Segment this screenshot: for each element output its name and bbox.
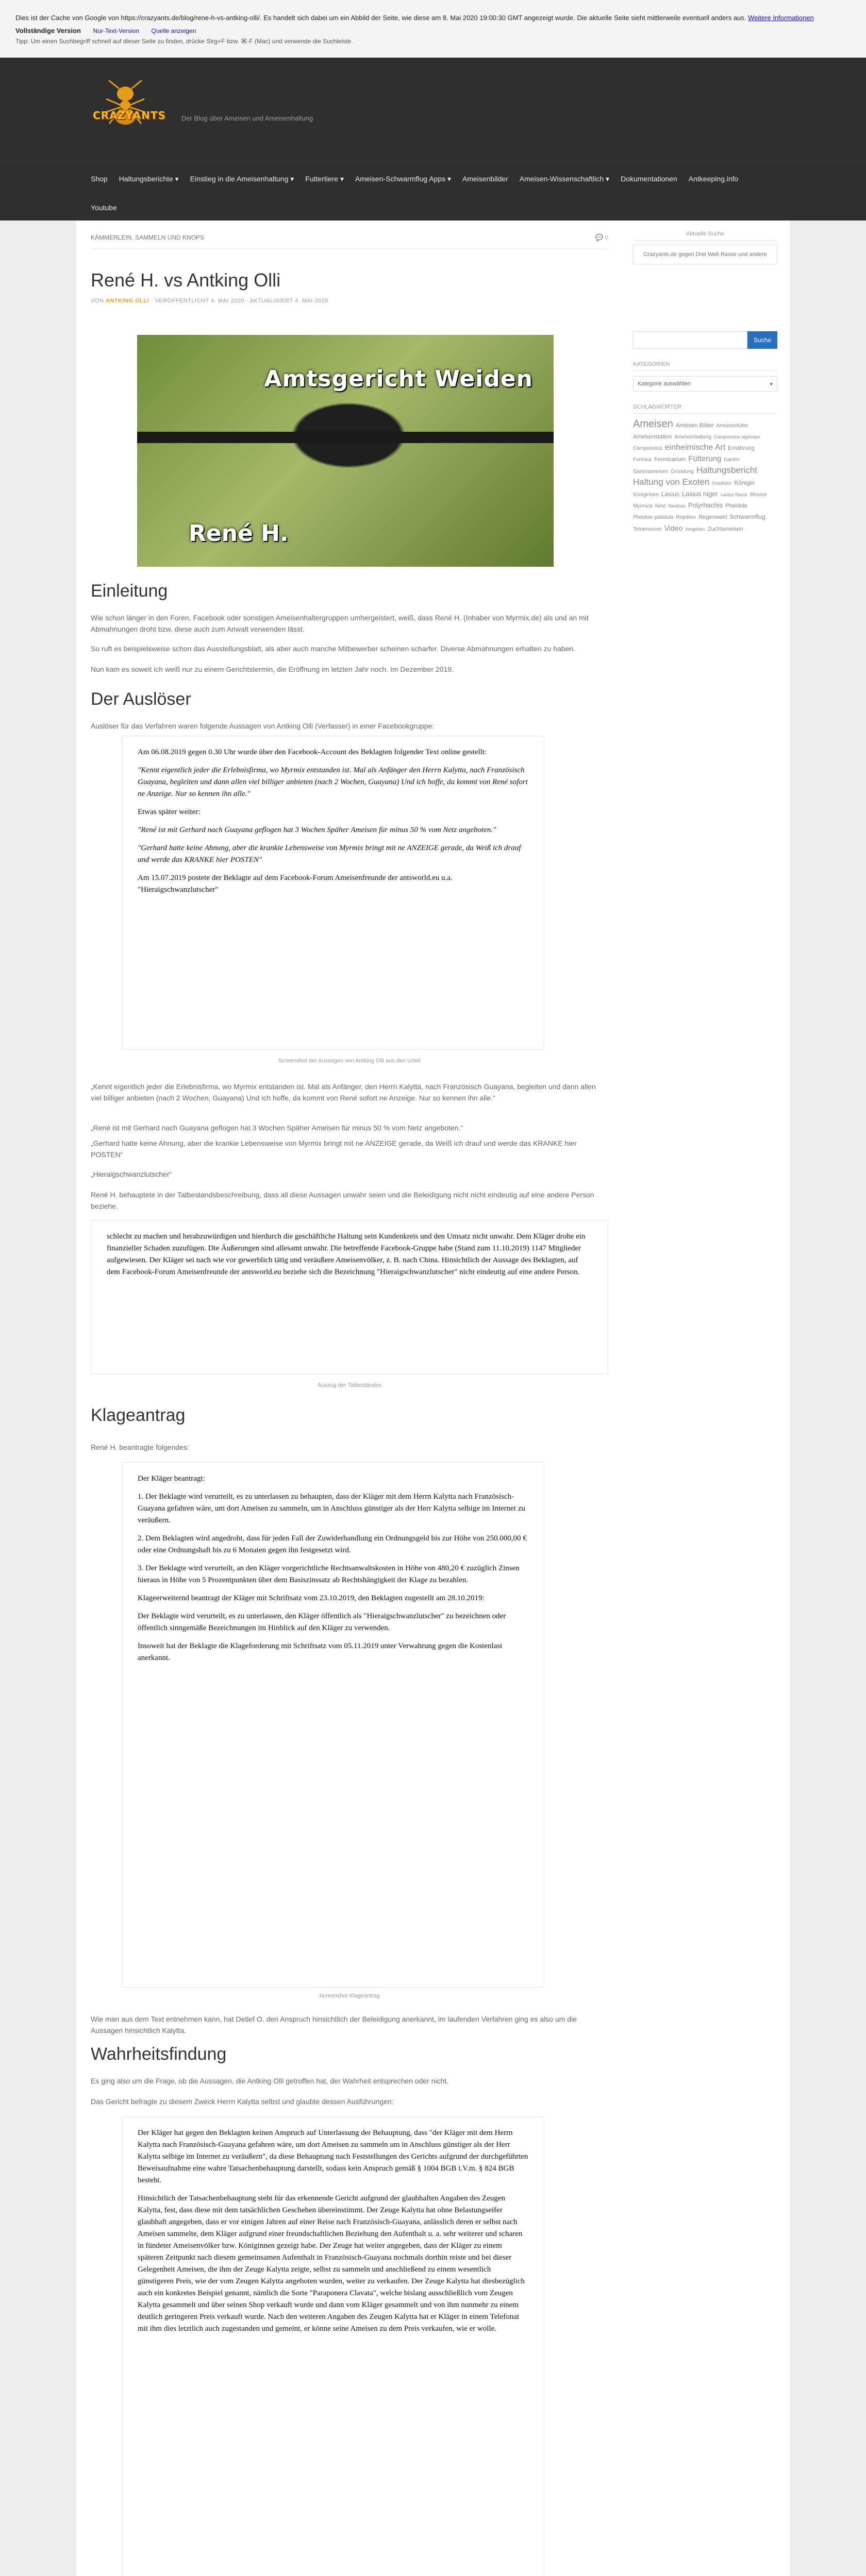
- search-row: [633, 331, 777, 349]
- court-document-scan: schlecht zu machen und herabzuwürdigen und hierdurch die geschäftliche Haltung sein Kundenkreis und den Umsatz nicht unwahr. Dem Kläger drohe ein finanzieller Schaden zuzufügen. Die Äußerungen sind allesamt unwahr. Die betreffende Facebook-Gruppe habe (Stand zum 11.10.2019) 1147 Mitglieder aufgewiesen. Der Kläger sei nach wie vor gewerblich tätig und veräußere Ameisenvölker, z. B. nach China. Hinsichtlich der Aussage des Beklagten, auf dem Facebook-Forum Ameisenfreunde der antsworld.eu beziehe sich die Bezeichnung "Hieraigschwanzlutscher" nicht eindeutig auf eine andere Person.: [91, 1220, 608, 1375]
- search-input[interactable]: [633, 331, 747, 349]
- tag-cloud-link[interactable]: Fütterung: [688, 454, 722, 463]
- post-author-link[interactable]: ANTKING OLLI: [105, 298, 149, 304]
- quote: „René ist mit Gerhard nach Guayana geflogen hat 3 Wochen Späher Ameisen für minus 50 % vom Netz angeboten.“: [91, 1124, 463, 1132]
- site-logo[interactable]: [91, 78, 166, 132]
- cache-info: Dies ist der Cache von Google von https://crazyants.de/blog/rene-h-vs-antking-olli/. Es handelt sich dabei um ein Abbild der Seite, wie diese am 8. Mai 2020 19:00:30 GMT angezeigt wurde. Die aktuelle Seite sieht mittlerweile eventuell anders aus. Weitere Informationen: [15, 14, 814, 22]
- tag-cloud-link[interactable]: Ameisen: [633, 418, 673, 430]
- sidebar-highlight[interactable]: Crazyants.de gegen Drei Welt Rasse und andere: [633, 245, 777, 264]
- tag-cloud-link[interactable]: Camponotus: [633, 446, 662, 451]
- paragraph: Wie man aus dem Text entnehmen kann, hat Detlef O. den Anspruch hinsichtlich der Beleidigung anerkannt, im laufenden Verfahren ging es also um die Aussagen hinsichtlich Kalytta.: [91, 2015, 577, 2035]
- tag-cloud-link[interactable]: Garten: [724, 457, 740, 463]
- text-only-link[interactable]: Nur-Text-Version: [93, 27, 139, 35]
- tag-cloud-link[interactable]: Pheidole pallidula: [633, 515, 674, 520]
- nav-row-1: [91, 166, 750, 192]
- chevron-down-icon: ▾: [770, 381, 773, 387]
- image-caption: Screenshot der Aussagen von Antking Olli aus den Urteil: [278, 1058, 421, 1064]
- tag-cloud-link[interactable]: Messor: [750, 492, 767, 498]
- site-tagline: Der Blog über Ameisen und Ameisenhaltung: [181, 114, 313, 122]
- paragraph: Das Gericht befragte zu diesem Zweck Herrn Kalytta selbst und glaubte dessen Ausführungen:: [91, 2097, 394, 2106]
- paragraph: René H. beantragte folgendes:: [91, 1443, 189, 1451]
- tags-heading: SCHLAGWÖRTER: [633, 404, 777, 414]
- tag-cloud: [633, 419, 777, 535]
- tag-cloud-link[interactable]: Vorgehen: [685, 527, 705, 532]
- tag-cloud-link[interactable]: Nestbau: [668, 503, 686, 509]
- tag-cloud-link[interactable]: Nest: [655, 503, 666, 509]
- nav-item-shop[interactable]: Shop: [91, 175, 108, 183]
- court-document-scan: Am 06.08.2019 gegen 0.30 Uhr wurde über den Facebook-Account des Beklagten folgender Text online gestellt: "Kennt eigentlich jeder die Erlebnisfirma, wo Myrmix entstanden ist. Mal als Anfänger den Herrn Kalytta, nach Französisch Guayana, begleiten und dann allen viel billiger anbieten (nach 2 Wochen, Guayana) Und ich hoffe, da kommt von René sofort ne Anzeige. Nur so kennen ihn alle." Etwas später weiter: "René ist mit Gerhard nach Guayana geflogen hat 3 Wochen Späher Ameisen für minus 50 % vom Netz angeboten." "Gerhard hatte keine Ahnung, aber die krankie Lebensweise von Myrmix bringt mit ne ANZEIGE gerade, da Weiß ich drauf und werde das KRANKE hier POSTEN" Am 15.07.2019 postete der Beklagte auf dem Facebook-Forum Ameisenfreunde der antsworld.eu u.a. "Hieraigschwanzlutscher": [122, 736, 544, 1050]
- cache-tip: Tipp: Um einen Suchbegriff schnell auf dieser Seite zu finden, drücke Strg+F bzw. ⌘-F (Mac) und verwende die Suchleiste.: [15, 38, 353, 45]
- tag-cloud-link[interactable]: Lasius niger: [681, 490, 718, 498]
- tag-cloud-link[interactable]: Formicarium: [654, 456, 686, 463]
- quote: „Hieraigschwanzlutscher“: [91, 1170, 172, 1178]
- post-title: René H. vs Antking Olli: [91, 269, 281, 291]
- paragraph: Wie schon länger in den Foren, Facebook oder sonstigen Ameisenhaltergruppen umhergeistert, weiß, dass René H. (Inhaber von Myrmix.de) als und an mit Abmahnungen droht bzw. diese auch zum Anwalt verwenden lässt.: [91, 614, 589, 633]
- court-document-scan: Der Kläger hat gegen den Beklagten keinen Anspruch auf Unterlassung der Behauptung, dass "der Kläger mit dem Herrn Kalytta nach Französisch-Guayana gefahren wäre, um dort Ameisen zu sammeln um in Anschluss günstiger als der Herr Kalytta selbige im Internet zu veräußern", da diese Behauptung nach Feststellungen des Gerichts aufgrund der durchgeführten Beweisaufnahme eine wahre Tatsachenbehauptung darstellt, sodass kein Anspruch gemäß § 1004 BGB i.V.m. § 824 BGB besteht. Hinsichtlich der Tatsachenbehauptung steht für das erkennende Gericht aufgrund der glaubhaften Angaben des Zeugen Kalytta, fest, dass diese mit dem tatsächlichen Geschehen übereinstimmt. Der Zeuge Kalytta hat ohne Belastungseifer glaubhaft angegeben, dass er vor einigen Jahren auf einer Reise nach Französisch-Guayana, anlässlich deren er selbst nach Ameisen sammelte, dem Kläger aufgrund einer freundschaftlichen Beziehung den Aufenthalt u. a. sehr weiterer und scharen in fündeter Ameisenvölker bzw. Königinnen gezeigt habe. Der Zeuge hat weiter angegeben, dass der Kläger zu einem späteren Zeitpunkt nach diesem gemeinsamen Aufenthalt in Französisch-Guayana nochmals dorthin reiste und bei dieser Gelegenheit Ameisen, die ihm der Zeuge Kalytta zeigte, selbst zu sammeln und anschließend zu einem wesentlich günstigeren Preis, wie der vom Zeugen Kalytta angeboten wurden, weiter zu verkaufen. Der Zeuge Kalytta hat diesbezüglich auch ein konkretes Beispiel genannt, nämlich die Sorte "Paraponera Clavata", welche bislang ausschließlich vom Zeugen Kalytta gesammelt und über seinen Shop verkauft wurde und dann vom Kläger gesammelt und von ihm nunmehr zu einem deutlich geringeren Preis verkauft wurde. Nach den weiteren Angaben des Zeugen Kalytta hat er Kläger in einem Telefonat mit ihm dies letztlich auch zugestanden und gemeint, er könne seine Ameisen zu dem Preis verkaufen, wie er wolle.: [122, 2116, 544, 2576]
- comment-count[interactable]: 💬 0: [595, 234, 608, 241]
- heading-wahrheitsfindung: Wahrheitsfindung: [91, 2044, 227, 2064]
- image-caption: Screenshot Klageantrag: [319, 1993, 380, 1999]
- tag-cloud-link[interactable]: Gründung: [671, 469, 694, 474]
- sidebar-search-heading: Aktuelle Suche: [633, 231, 777, 241]
- nav-item-haltungsberichte[interactable]: Haltungsberichte ▾: [119, 175, 179, 183]
- hero-caption-name: René H.: [189, 520, 289, 547]
- paragraph: So ruft es beispielsweise schon das Ausstellungsblatt, als aber auch manche Mitbewerber scheinen scharfer. Diverse Abmahnungen erhalten zu haben.: [91, 645, 576, 653]
- heading-ausloeser: Der Auslöser: [91, 689, 191, 709]
- cache-banner: [0, 0, 866, 58]
- search-button[interactable]: Suche: [747, 331, 777, 349]
- tag-cloud-link[interactable]: Gartenameisen: [633, 469, 669, 474]
- ant-logo-icon: [91, 78, 160, 132]
- nav-item-schwarmflug-apps[interactable]: Ameisen-Schwarmflug Apps ▾: [355, 175, 452, 183]
- heading-einleitung: Einleitung: [91, 581, 168, 601]
- view-source-link[interactable]: Quelle anzeigen: [151, 27, 196, 35]
- logo-text: CRAZYANTS: [93, 109, 166, 122]
- categories-select[interactable]: Kategorie auswählen ▾: [633, 376, 777, 392]
- main-navigation: [0, 161, 866, 221]
- sidebar: [633, 231, 777, 535]
- tag-cloud-link[interactable]: Lasius: [661, 490, 679, 498]
- tag-cloud-link[interactable]: Ameisenfutter: [716, 423, 748, 429]
- categories-heading: KATEGORIEN: [633, 361, 777, 371]
- site-header: [0, 58, 866, 161]
- tag-cloud-link[interactable]: Königinnen: [633, 492, 659, 498]
- more-info-link[interactable]: Weitere Informationen: [748, 14, 814, 22]
- tag-cloud-link[interactable]: Königin: [734, 479, 755, 486]
- tag-cloud-link[interactable]: Ernährung: [728, 445, 755, 451]
- hero-image: [137, 335, 554, 567]
- tag-cloud-link[interactable]: Formica: [633, 457, 652, 463]
- image-divider-bar: [137, 432, 554, 443]
- tag-cloud-link[interactable]: Insekten: [712, 481, 732, 486]
- tag-cloud-link[interactable]: Tetramorium: [633, 527, 662, 532]
- paragraph: René H. behauptete in der Tatbestandsbeschreibung, dass all diese Aussagen unwahr seien und die Beleidigung nicht nicht eindeutig auf eine andere Person beziehe.: [91, 1191, 594, 1210]
- court-document-scan: Der Kläger beantragt: 1. Der Beklagte wird verurteilt, es zu unterlassen zu behaupten, dass der Kläger mit dem Herrn Kalytta nach Französisch-Guayana gefahren wäre, um dort Ameisen zu sammeln, um in Anschluss günstiger als der Herr Kalytta selbige im Internet zu veräußern. 2. Dem Beklagten wird angedroht, dass für jeden Fall der Zuwiderhandlung ein Ordnungsgeld bis zur Höhe von 250.000,00 € oder eine Ordnungshaft bis zu 6 Monaten gegen ihn festgesetzt wird. 3. Der Beklagte wird verurteilt, an den Kläger vorgerichtliche Rechtsanwaltskosten in Höhe von 480,20 € zuzüglich Zinsen hieraus in Höhe von 5 Prozentpunkten über dem Basiszinssatz ab Rechtshängigkeit der Klage zu bezahlen. Klageerweiternd beantragt der Kläger mit Schriftsatz vom 23.10.2019, den Beklagten zugestellt am 28.10.2019: Der Beklagte wird verurteilt, es zu unterlassen, den Kläger öffentlich als "Hieraigschwanzlutscher" zu bezeichnen oder öffentlich sinngemäße Bezeichnungen im Hinblick auf den Kläger zu verwenden. Insoweit hat der Beklagte die Klageforderung mit Schriftsatz vom 05.11.2019 unter Verwahrung gegen die Kostenlast anerkannt.: [122, 1462, 544, 1988]
- tag-cloud-link[interactable]: Polyrhachis: [688, 501, 723, 509]
- tag-cloud-link[interactable]: Camponotus nigriceps: [713, 434, 760, 439]
- tag-cloud-link[interactable]: Haltung von Exoten: [633, 477, 710, 487]
- paragraph: Nun kam es soweit ich weiß nur zu einem Gerichtstermin, die Eröffnung im letzten Jahr noch. Im Dezember 2019.: [91, 665, 454, 673]
- paragraph: Auslöser für das Verfahren waren folgende Aussagen von Antking Olli (Verfasser) in einer Facebookgruppe:: [91, 722, 435, 730]
- tag-cloud-link[interactable]: Myrmica: [633, 503, 653, 509]
- nav-item-einstieg[interactable]: Einstieg in die Ameisenhaltung ▾: [190, 175, 294, 183]
- image-caption: Auszug der Tatbestandes: [318, 1382, 381, 1388]
- paragraph: Es ging also um die Frage, ob die Aussagen, die Antking Olli getroffen hat, der Wahrheit entsprechen oder nicht.: [91, 2077, 449, 2085]
- hero-caption-court: Amtsgericht Weiden: [264, 366, 533, 392]
- quote: „Kennt eigentlich jeder die Erlebnisfirma, wo Myrmix entstanden ist. Mal als Anfänger, den Herrn Kalytta, nach Französisch Guayana, begleiten und dann allen viel billiger anbieten (nach 2 Wochen, Guayana) Und ich hoffe, da kommt von René sofort ne Anzeige. Nur so kennen ihn alle.“: [91, 1082, 596, 1102]
- tag-cloud-link[interactable]: Ameisenhaltung: [674, 434, 711, 440]
- tag-cloud-link[interactable]: Reptilien: [676, 515, 696, 520]
- post-meta: VON ANTKING OLLI · VERÖFFENTLICHT 4. MAI 2020 · AKTUALISIERT 4. MAI 2020: [91, 298, 328, 304]
- cache-versions: [15, 27, 851, 35]
- tag-cloud-link[interactable]: Pheidole: [725, 503, 747, 509]
- tag-cloud-link[interactable]: einheimische Art: [664, 443, 726, 452]
- tag-cloud-link[interactable]: Ameisenstation: [633, 434, 672, 440]
- tag-cloud-link[interactable]: Regenwald: [698, 514, 727, 520]
- nav-item-dokumentationen[interactable]: Dokumentationen: [621, 175, 677, 183]
- nav-row-2: [91, 195, 128, 220]
- nav-item-futtertiere[interactable]: Futtertiere ▾: [305, 175, 344, 183]
- comment-bubble-icon: 💬: [595, 234, 605, 241]
- nav-item-youtube[interactable]: Youtube: [91, 204, 117, 212]
- breadcrumb-category[interactable]: KÄMMERLEIN, SAMMELN UND KNOPS: [91, 234, 205, 241]
- tag-cloud-link[interactable]: Haltungsbericht: [696, 465, 757, 475]
- page-content: [76, 221, 790, 2576]
- tag-cloud-link[interactable]: Video: [664, 524, 683, 532]
- nav-item-ameisenbilder[interactable]: Ameisenbilder: [462, 175, 508, 183]
- tag-cloud-link[interactable]: Ameisen Bilder: [675, 422, 714, 429]
- heading-klageantrag: Klageantrag: [91, 1405, 186, 1425]
- quote: „Gerhard hatte keine Ahnung, aber die krankie Lebensweise von Myrmix bringt mit ne ANZEIGE gerade, da Weiß ich drauf und werde das KRANKE hier POSTEN“: [91, 1139, 577, 1159]
- tag-cloud-link[interactable]: Lasius flavus: [720, 492, 747, 497]
- nav-item-antkeeping[interactable]: Antkeeping.info: [688, 175, 739, 183]
- nav-item-wissenschaftlich[interactable]: Ameisen-Wissenschaftlich ▾: [519, 175, 610, 183]
- tag-cloud-link[interactable]: Zuchtameisen: [707, 526, 743, 532]
- breadcrumb: [91, 231, 608, 249]
- tag-cloud-link[interactable]: Schwarmflug: [729, 513, 765, 520]
- full-version-link[interactable]: Vollständige Version: [15, 27, 81, 35]
